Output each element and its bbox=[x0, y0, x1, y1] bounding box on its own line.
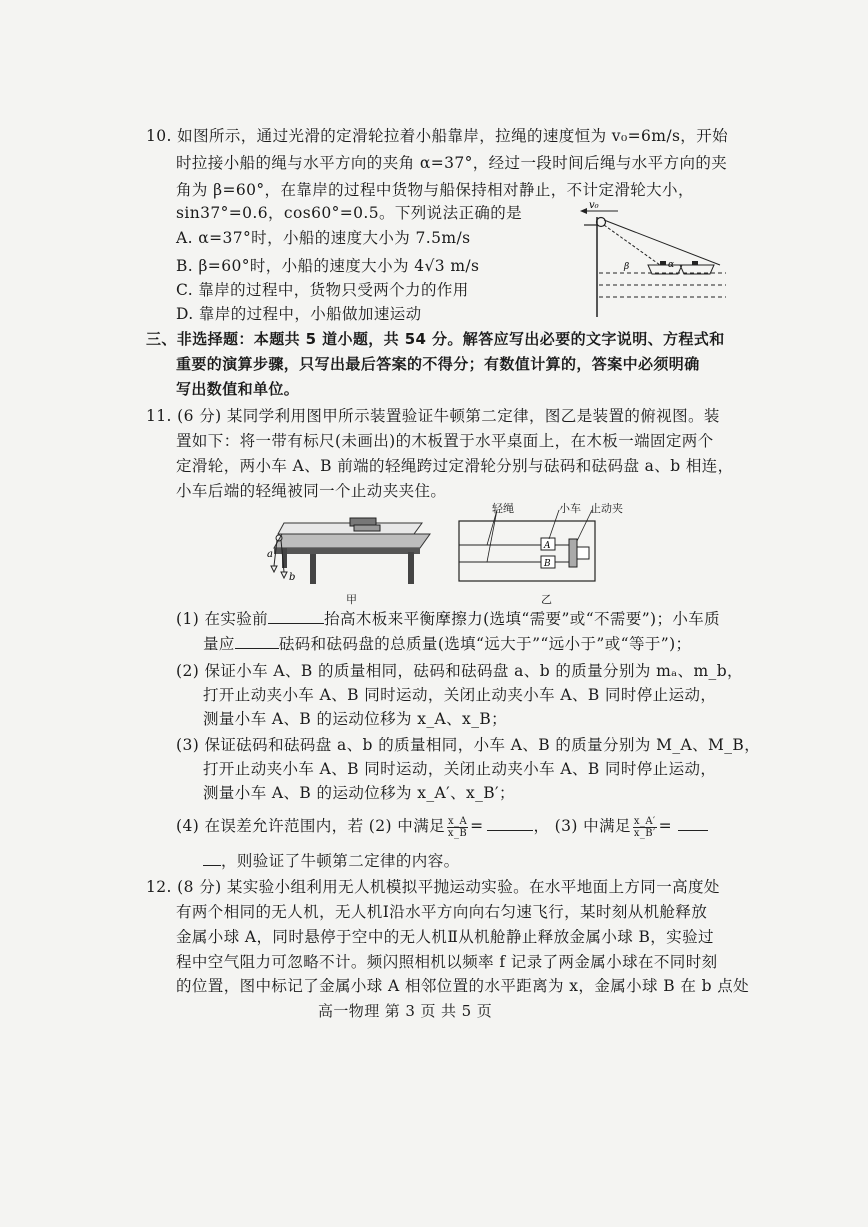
equals-2: = bbox=[658, 817, 672, 835]
q11-part3-line1: (3) 保证砝码和砝码盘 a、b 的质量相同，小车 A、B 的质量分别为 M_A、M_B， bbox=[176, 736, 761, 754]
q11-part4-end: ，则验证了牛顿第二定律的内容。 bbox=[221, 852, 460, 870]
q11-part1-rest: 抬高木板来平衡摩擦力(选填“需要”或“不需要”)；小车质 bbox=[324, 610, 721, 628]
q11-part4-line1 bbox=[176, 815, 708, 839]
q11-part3-line3: 测量小车 A、B 的运动位移为 x_A′、x_B′； bbox=[203, 784, 515, 802]
beta-label: β bbox=[624, 262, 630, 272]
q12-line4: 程中空气阻力可忽略不计。频闪照相机以频率 f 记录了两金属小球在不同时刻 bbox=[176, 953, 718, 971]
fig-cart-label: 小车 bbox=[559, 502, 581, 515]
fig-a-label: a bbox=[267, 549, 273, 560]
q10-option-a: A. α=37°时，小船的速度大小为 7.5m/s bbox=[176, 229, 471, 247]
equals-1: = bbox=[470, 817, 484, 835]
section3-line1: 三、非选择题：本题共 5 道小题，共 54 分。解答应写出必要的文字说明、方程式和 bbox=[146, 330, 725, 348]
q11-blank-4-cont[interactable] bbox=[203, 865, 221, 866]
q11-part1-mass: 量应 bbox=[203, 635, 235, 653]
q10-option-b: B. β=60°时，小船的速度大小为 4√3 m/s bbox=[176, 257, 480, 275]
q11-part1-line1 bbox=[176, 608, 720, 630]
fig-jia-apparatus bbox=[262, 508, 442, 590]
q11-line2: 置如下：将一带有标尺(未画出)的木板置于水平桌面上，在木板一端固定两个 bbox=[176, 432, 714, 450]
q10-boat-pulley-figure bbox=[560, 195, 730, 320]
q11-part2-line3: 测量小车 A、B 的运动位移为 x_A、x_B； bbox=[203, 710, 508, 728]
fig-yi-caption: 乙 bbox=[541, 593, 552, 606]
q11-blank-3[interactable] bbox=[487, 830, 533, 831]
fraction-3-num: x_A′ bbox=[633, 815, 656, 827]
fig-jia-caption: 甲 bbox=[346, 593, 357, 606]
fraction-2-den: x_B bbox=[447, 827, 468, 839]
fig-clamp-label: 止动夹 bbox=[590, 502, 623, 515]
section3-line3: 写出数值和单位。 bbox=[176, 380, 300, 398]
q11-line3: 定滑轮，两小车 A、B 前端的轻绳跨过定滑轮分别与砝码和砝码盘 a、b 相连， bbox=[176, 457, 734, 475]
q12-line3: 金属小球 A，同时悬停于空中的无人机Ⅱ从机舱静止释放金属小球 B，实验过 bbox=[176, 928, 714, 946]
fraction-2-num: x_A bbox=[448, 815, 468, 827]
fig-yi-topview bbox=[457, 505, 627, 585]
q11-part1-line2 bbox=[203, 633, 691, 655]
q11-part4-mid: ， (3) 中满足 bbox=[533, 817, 631, 835]
fig-A-label: A bbox=[544, 541, 551, 551]
fraction-2 bbox=[447, 816, 468, 839]
q11-blank-1[interactable] bbox=[268, 623, 324, 624]
page-footer: 高一物理 第 3 页 共 5 页 bbox=[318, 1002, 493, 1020]
q11-line1: 11. (6 分) 某同学利用图甲所示装置验证牛顿第二定律，图乙是装置的俯视图。装 bbox=[146, 407, 720, 425]
q10-option-c: C. 靠岸的过程中，货物只受两个力的作用 bbox=[176, 281, 469, 299]
q10-option-d: D. 靠岸的过程中，小船做加速运动 bbox=[176, 305, 422, 323]
q11-blank-2[interactable] bbox=[235, 648, 279, 649]
fraction-3 bbox=[633, 816, 657, 839]
q10-line4: sin37°=0.6，cos60°=0.5。下列说法正确的是 bbox=[176, 204, 523, 222]
fig-B-label: B bbox=[544, 559, 551, 569]
q12-line1: 12. (8 分) 某实验小组利用无人机模拟平抛运动实验。在水平地面上方同一高度处 bbox=[146, 878, 720, 896]
q12-line5: 的位置，图中标记了金属小球 A 相邻位置的水平距离为 x，金属小球 B 在 b 点处 bbox=[176, 977, 750, 995]
fig-b-label: b bbox=[289, 572, 296, 583]
fig-light-rope-label: 轻绳 bbox=[492, 502, 514, 515]
q11-part4-line2 bbox=[203, 850, 460, 872]
q10-line1: 10. 如图所示，通过光滑的定滑轮拉着小船靠岸，拉绳的速度恒为 v₀=6m/s，开始 bbox=[146, 127, 728, 145]
q11-part2-line1: (2) 保证小车 A、B 的质量相同，砝码和砝码盘 a、b 的质量分别为 mₐ、m_b， bbox=[176, 662, 743, 680]
q11-part1-end: 砝码和砝码盘的总质量(选填“远大于”“远小于”或“等于”)； bbox=[278, 635, 692, 653]
q10-line2: 时拉接小船的绳与水平方向的夹角 α=37°，经过一段时间后绳与水平方向的夹 bbox=[176, 154, 728, 172]
q12-line2: 有两个相同的无人机，无人机Ⅰ沿水平方向向右匀速飞行，某时刻从机舱释放 bbox=[176, 903, 708, 921]
q10-line3: 角为 β=60°，在靠岸的过程中货物与船保持相对静止，不计定滑轮大小， bbox=[176, 181, 694, 199]
section3-line2: 重要的演算步骤，只写出最后答案的不得分；有数值计算的，答案中必须明确 bbox=[176, 355, 700, 373]
q11-blank-4[interactable] bbox=[678, 830, 708, 831]
q11-part1-prefix: (1) 在实验前 bbox=[176, 610, 269, 628]
q11-part2-line2: 打开止动夹小车 A、B 同时运动，关闭止动夹小车 A、B 同时停止运动， bbox=[203, 686, 717, 704]
v0-label: v₀ bbox=[589, 200, 599, 211]
fraction-3-den: x_B′ bbox=[633, 827, 656, 839]
q11-part4-prefix: (4) 在误差允许范围内，若 (2) 中满足 bbox=[176, 817, 445, 835]
q11-part3-line2: 打开止动夹小车 A、B 同时运动，关闭止动夹小车 A、B 同时停止运动， bbox=[203, 760, 717, 778]
alpha-label: α bbox=[668, 260, 675, 270]
q11-line4: 小车后端的轻绳被同一个止动夹夹住。 bbox=[176, 482, 447, 500]
